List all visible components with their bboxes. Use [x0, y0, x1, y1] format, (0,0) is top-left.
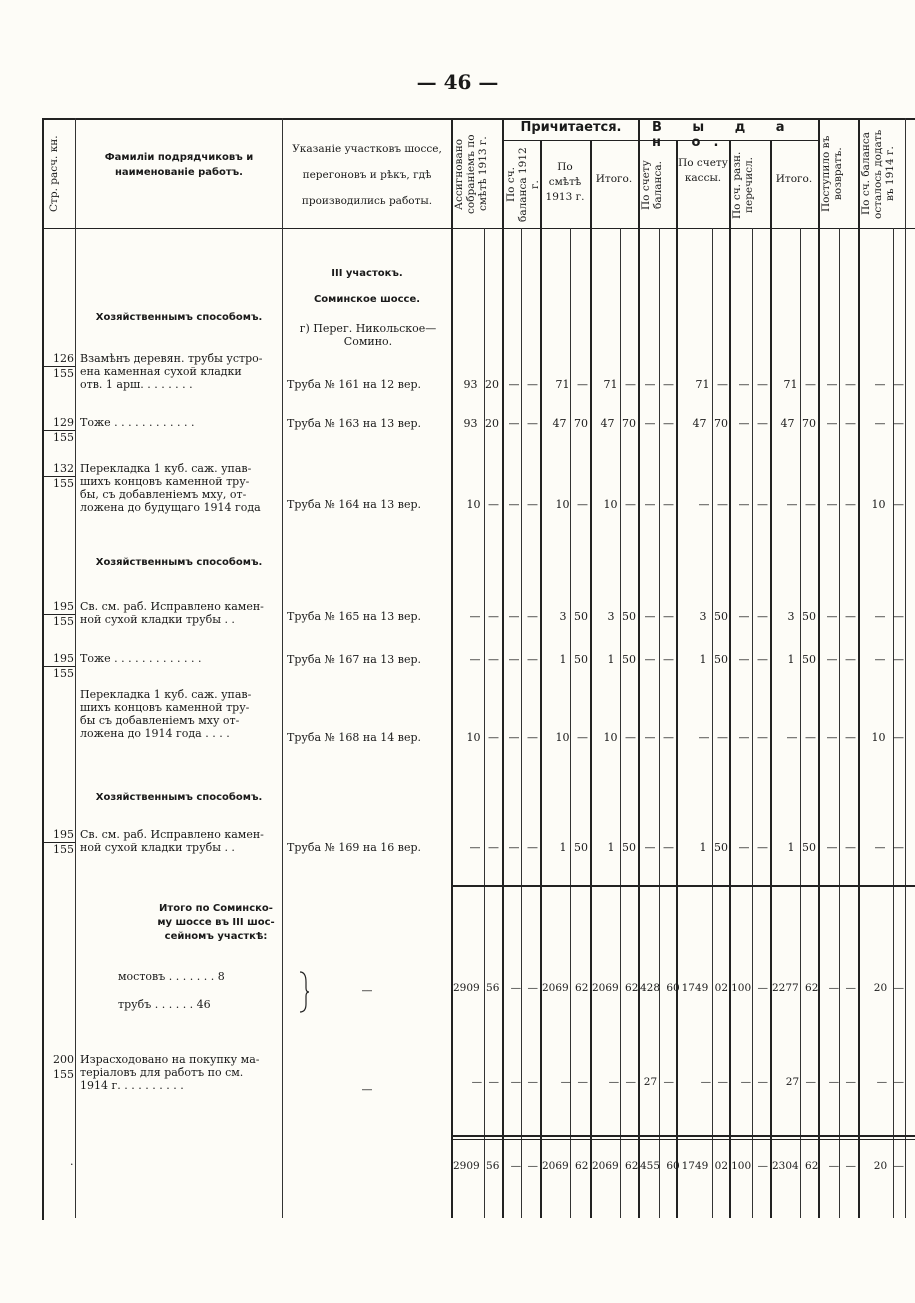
row-page: 195	[53, 600, 74, 613]
row-bal1912: — —	[508, 417, 538, 430]
col-divider	[905, 118, 906, 1218]
row-cash: 71 —	[695, 378, 728, 391]
row-total_due: 1 50	[607, 653, 636, 666]
row-place: Труба № 164 на 13 вер.	[287, 498, 422, 511]
row-cash: — —	[698, 731, 728, 744]
section-title: III участокъ.	[331, 268, 403, 279]
row-est1913: 3 50	[559, 610, 588, 623]
row-misc: — —	[738, 610, 768, 623]
row-page: 195	[53, 828, 74, 841]
row-place: Труба № 165 на 13 вер.	[287, 610, 422, 623]
row-page2: 155	[53, 667, 74, 680]
grand_total-bal1912: — —	[510, 1160, 538, 1172]
col-divider	[590, 140, 592, 1218]
row-total_issued: 1 50	[787, 841, 816, 854]
summary-total_issued: 2277 62	[772, 982, 819, 994]
summary-rule	[451, 885, 915, 887]
header-group-due: Причитается.	[520, 120, 622, 135]
row-misc: — —	[738, 841, 768, 854]
col-divider	[893, 228, 894, 1218]
row-bal1914: — —	[874, 610, 904, 623]
grand-total-rule-1	[451, 1135, 915, 1137]
row-page: 132	[53, 462, 74, 475]
row-total_due: 71 —	[603, 378, 636, 391]
row-work-line: ной сухой кладки трубы . .	[80, 841, 235, 854]
row-page-rule	[42, 430, 75, 431]
row-est1913: 1 50	[559, 653, 588, 666]
materials-page: 200	[53, 1053, 74, 1066]
summary-assigned: 2909 56	[453, 982, 500, 994]
row-cash: 1 50	[699, 653, 728, 666]
row-total_issued: 3 50	[787, 610, 816, 623]
grand_total-misc: 100 —	[731, 1160, 768, 1172]
row-est1913: 10 —	[555, 498, 588, 511]
row-page2: 155	[53, 843, 74, 856]
row-work-line: Св. см. раб. Исправлено камен-	[80, 600, 264, 613]
materials-returned: — —	[828, 1076, 856, 1088]
col-divider	[540, 140, 542, 1218]
row-bal1912: — —	[508, 653, 538, 666]
summary-bal1914: 20 —	[873, 982, 904, 994]
row-assigned: 93 20	[463, 378, 499, 391]
row-total_due: 47 70	[600, 417, 636, 430]
row-bal_acct: — —	[644, 498, 674, 511]
materials-work-line: Израсходовано на покупку ма-	[80, 1053, 260, 1066]
summary-pipes: трубъ . . . . . . 46	[118, 998, 211, 1011]
materials-bal1912: — —	[510, 1076, 538, 1088]
row-bal_acct: — —	[644, 841, 674, 854]
row-bal1912: — —	[508, 731, 538, 744]
row-total_due: 10 —	[603, 731, 636, 744]
row-place: Труба № 168 на 14 вер.	[287, 731, 422, 744]
header-assigned: Ассигновано собраніемъ по смѣтѣ 1913 г.	[453, 134, 489, 214]
summary-cash: 1749 02	[681, 982, 728, 994]
row-work-line: Тоже . . . . . . . . . . . . .	[80, 652, 202, 665]
row-returned: — —	[826, 378, 856, 391]
grand_total-total_issued: 2304 62	[772, 1160, 819, 1172]
row-work-line: ной сухой кладки трубы . .	[80, 613, 235, 626]
row-bal1912: — —	[508, 841, 538, 854]
row-work-line: Перекладка 1 куб. саж. упав-	[80, 688, 252, 701]
grand_total-bal1914: 20 —	[873, 1160, 904, 1172]
stage-title: г) Перег. Никольское—Сомино.	[299, 322, 437, 348]
col-divider	[712, 228, 713, 1218]
header-contractors: Фамиліи подрядчиковъ и наименованіе работъ.	[104, 152, 254, 178]
row-work-line: Тоже . . . . . . . . . . . .	[80, 416, 195, 429]
materials-total_issued: 27 —	[785, 1076, 816, 1088]
header-sections: Указаніе участковъ шоссе, перегоновъ и рѣкъ, гдѣ производились работы.	[292, 143, 442, 207]
row-place: Труба № 169 на 16 вер.	[287, 841, 422, 854]
row-total_issued: 1 50	[787, 653, 816, 666]
header-total-issued: Итого.	[775, 173, 813, 185]
row-misc: — —	[738, 378, 768, 391]
row-work-line: отв. 1 арш. . . . . . . .	[80, 378, 193, 391]
materials-work	[80, 1053, 280, 1092]
row-work-line: бы съ добавленіемъ мху от-	[80, 714, 240, 727]
header-cash-acct: По счету кассы.	[678, 157, 728, 184]
summary-place: —	[361, 984, 373, 997]
materials-cash: — —	[700, 1076, 728, 1088]
summary-returned: — —	[828, 982, 856, 994]
materials-page2: 155	[53, 1068, 74, 1081]
row-total_due: 3 50	[607, 610, 636, 623]
materials-misc: — —	[740, 1076, 768, 1088]
row-returned: — —	[826, 498, 856, 511]
row-work-line: Св. см. раб. Исправлено камен-	[80, 828, 264, 841]
row-work-line: шихъ концовъ каменной тру-	[80, 475, 250, 488]
col-divider	[770, 140, 772, 1218]
row-total_issued: 47 70	[780, 417, 816, 430]
col-divider	[676, 140, 678, 1218]
col-divider	[484, 228, 485, 1218]
row-bal1912: — —	[508, 378, 538, 391]
row-page: 129	[53, 416, 74, 429]
row-bal1914: — —	[874, 378, 904, 391]
row-est1913: 71 —	[555, 378, 588, 391]
row-place: Труба № 167 на 13 вер.	[287, 653, 422, 666]
row-bal1914: — —	[874, 653, 904, 666]
method-label: Хозяйственнымъ способомъ.	[95, 792, 263, 803]
row-assigned: — —	[469, 841, 499, 854]
row-work-line: ложена до будущаго 1914 года	[80, 501, 261, 514]
summary-title-line: му шоссе въ III шос-	[157, 917, 275, 928]
col-divider	[282, 118, 283, 1218]
row-returned: — —	[826, 731, 856, 744]
col-divider	[818, 118, 820, 1218]
row-misc: — —	[738, 731, 768, 744]
row-bal_acct: — —	[644, 731, 674, 744]
row-returned: — —	[826, 841, 856, 854]
method-label: Хозяйственнымъ способомъ.	[95, 312, 263, 323]
row-bal1914: 10 —	[871, 498, 904, 511]
row-bal_acct: — —	[644, 378, 674, 391]
row-returned: — —	[826, 610, 856, 623]
row-bal_acct: — —	[644, 417, 674, 430]
header-balance-1912: По сч. баланса 1912 г.	[505, 147, 541, 223]
header-group-issued: В ы д а н о.	[652, 120, 798, 150]
grand_total-total_due: 2069 62	[592, 1160, 639, 1172]
header-returned: Поступило въ возвратъ.	[820, 135, 844, 213]
col-divider	[521, 228, 522, 1218]
grand_total-cash: 1749 02	[681, 1160, 728, 1172]
col-divider	[75, 118, 76, 1218]
row-bal_acct: — —	[644, 653, 674, 666]
col-divider	[752, 228, 753, 1218]
row-total_issued: 71 —	[783, 378, 816, 391]
row-page-rule	[42, 842, 75, 843]
row-est1913: 1 50	[559, 841, 588, 854]
row-total_due: 10 —	[603, 498, 636, 511]
header-balance-1914: По сч. баланса осталось додать въ 1914 г.	[860, 129, 896, 219]
col-divider	[638, 118, 640, 1218]
col-divider	[839, 228, 840, 1218]
grand_total-assigned: 2909 56	[453, 1160, 500, 1172]
row-assigned: 10 —	[466, 498, 499, 511]
col-divider	[729, 140, 731, 1218]
row-assigned: — —	[469, 653, 499, 666]
row-work-line: бы, съ добавленіемъ мху, от-	[80, 488, 247, 501]
row-work-line: Взамѣнъ деревян. трубы устро-	[80, 352, 263, 365]
row-bal1914: — —	[874, 417, 904, 430]
row-assigned: 93 20	[463, 417, 499, 430]
method-label: Хозяйственнымъ способомъ.	[95, 557, 263, 568]
summary-title-line: Итого по Соминско-	[159, 903, 273, 914]
row-page2: 155	[53, 367, 74, 380]
materials-bal1914: — —	[876, 1076, 904, 1088]
header-misc-transfer: По сч. разн. перечисл.	[731, 151, 755, 219]
row-misc: — —	[738, 417, 768, 430]
materials-place: —	[361, 1083, 373, 1096]
summary-title	[150, 902, 282, 944]
header-total-due: Итого.	[595, 173, 633, 185]
header-bottom-rule	[42, 228, 915, 229]
col-divider	[800, 228, 801, 1218]
col-divider	[451, 118, 453, 1218]
row-page: 195	[53, 652, 74, 665]
header-estimate-1913: По смѣтѣ 1913 г.	[545, 161, 585, 203]
row-assigned: — —	[469, 610, 499, 623]
row-page-rule	[42, 476, 75, 477]
row-total_issued: — —	[786, 498, 816, 511]
road-title: Соминское шоссе.	[313, 294, 421, 305]
row-total_issued: — —	[786, 731, 816, 744]
summary-total_due: 2069 62	[592, 982, 639, 994]
row-bal1914: — —	[874, 841, 904, 854]
grand_total-bal_acct: 455 60	[640, 1160, 680, 1172]
summary-bal_acct: 428 60	[640, 982, 680, 994]
materials-bal_acct: 27 —	[643, 1076, 674, 1088]
grand_total-est1913: 2069 62	[542, 1160, 589, 1172]
summary-est1913: 2069 62	[542, 982, 589, 994]
row-work-line: Перекладка 1 куб. саж. упав-	[80, 462, 252, 475]
grand-total-rule-2	[451, 1139, 915, 1140]
row-page: 126	[53, 352, 74, 365]
page-number: — 46 —	[416, 70, 499, 94]
row-bal1912: — —	[508, 498, 538, 511]
col-divider	[858, 118, 860, 1218]
materials-est1913: — —	[560, 1076, 588, 1088]
row-page2: 155	[53, 615, 74, 628]
summary-bal1912: — —	[510, 982, 538, 994]
materials-work-line: теріаловъ для работъ по см.	[80, 1066, 244, 1079]
header-page: Стр. расч. кн.	[48, 135, 60, 213]
row-misc: — —	[738, 498, 768, 511]
row-assigned: 10 —	[466, 731, 499, 744]
row-cash: — —	[698, 498, 728, 511]
row-cash: 47 70	[692, 417, 728, 430]
summary-misc: 100 —	[731, 982, 768, 994]
row-total_due: 1 50	[607, 841, 636, 854]
grand-total-dot: ·	[70, 1158, 74, 1171]
col-divider	[620, 228, 621, 1218]
row-place: Труба № 161 на 12 вер.	[287, 378, 422, 391]
grand_total-returned: — —	[828, 1160, 856, 1172]
row-page-rule	[42, 366, 75, 367]
row-returned: — —	[826, 417, 856, 430]
row-bal_acct: — —	[644, 610, 674, 623]
summary-title-line: сейномъ участкѣ:	[164, 931, 268, 942]
row-page2: 155	[53, 431, 74, 444]
row-work-line: шихъ концовъ каменной тру-	[80, 701, 250, 714]
col-divider	[659, 228, 660, 1218]
materials-assigned: — —	[471, 1076, 499, 1088]
header-balance-acct: По счету баланса.	[640, 160, 664, 210]
row-misc: — —	[738, 653, 768, 666]
row-work-line: ена каменная сухой кладки	[80, 365, 242, 378]
row-est1913: 10 —	[555, 731, 588, 744]
row-page2: 155	[53, 477, 74, 490]
row-page-rule	[42, 614, 75, 615]
materials-total_due: — —	[608, 1076, 636, 1088]
col-divider	[570, 228, 571, 1218]
materials-work-line: 1914 г. . . . . . . . . .	[80, 1079, 184, 1092]
row-cash: 1 50	[699, 841, 728, 854]
summary-bridges: мостовъ . . . . . . . 8	[118, 970, 225, 983]
col-divider	[502, 118, 504, 1218]
row-cash: 3 50	[699, 610, 728, 623]
row-returned: — —	[826, 653, 856, 666]
row-est1913: 47 70	[552, 417, 588, 430]
row-place: Труба № 163 на 13 вер.	[287, 417, 422, 430]
row-bal1914: 10 —	[871, 731, 904, 744]
row-bal1912: — —	[508, 610, 538, 623]
row-work-line: ложена до 1914 года . . . .	[80, 727, 230, 740]
row-page-rule	[42, 666, 75, 667]
